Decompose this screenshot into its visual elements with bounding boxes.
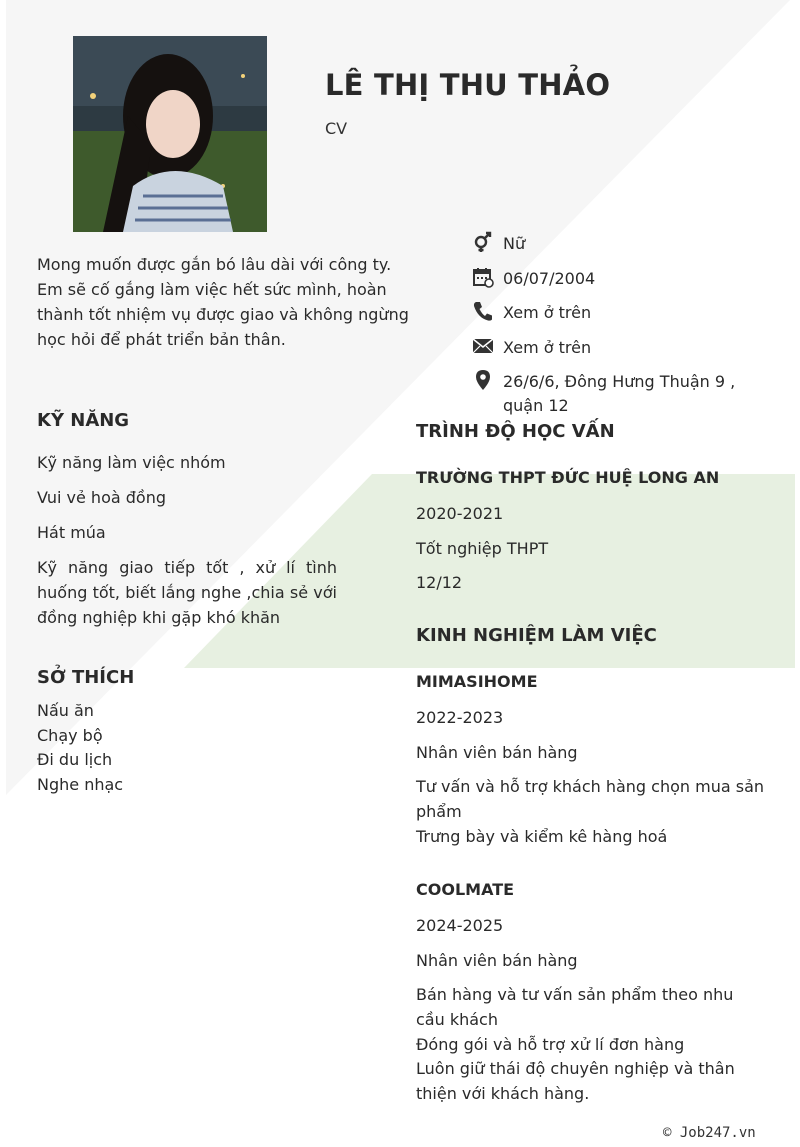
career-objective: Mong muốn được gắn bó lâu dài với công ty. Em sẽ cố gắng làm việc hết sức mình, hoàn thành tốt nhiệm vụ được giao và không ngừng học hỏi để phát triển bản thân. bbox=[37, 255, 409, 349]
education-grade: 12/12 bbox=[416, 573, 463, 593]
hobby-item: Đi du lịch bbox=[37, 750, 113, 770]
job-duty: Trưng bày và kiểm kê hàng hoá bbox=[416, 826, 668, 846]
school-name: TRƯỜNG THPT ĐỨC HUỆ LONG AN bbox=[416, 468, 720, 487]
job-duty: Tư vấn và hỗ trợ khách hàng chọn mua sản phẩm bbox=[416, 777, 765, 821]
job-duty: Bán hàng và tư vấn sản phẩm theo nhu cầu khách bbox=[416, 985, 734, 1029]
gender-icon bbox=[472, 231, 503, 253]
location-icon bbox=[472, 369, 503, 391]
candidate-name: LÊ THỊ THU THẢO bbox=[325, 68, 611, 102]
skill-item: Vui vẻ hoà đồng bbox=[37, 488, 166, 507]
hobby-item: Nghe nhạc bbox=[37, 774, 124, 794]
education-heading: TRÌNH ĐỘ HỌC VẤN bbox=[416, 421, 615, 442]
job-position: Nhân viên bán hàng bbox=[416, 742, 578, 762]
job-entry bbox=[416, 879, 766, 1106]
contact-phone: Xem ở trên bbox=[472, 300, 762, 335]
calendar-icon bbox=[472, 266, 503, 288]
contact-address: 26/6/6, Đông Hưng Thuận 9 , quận 12 bbox=[472, 369, 762, 418]
contact-gender: Nữ bbox=[472, 231, 762, 266]
phone-icon bbox=[472, 300, 503, 322]
contact-email: Xem ở trên bbox=[472, 335, 762, 370]
skills-heading: KỸ NĂNG bbox=[37, 410, 130, 431]
job-period: 2024-2025 bbox=[416, 916, 504, 935]
profile-photo bbox=[73, 36, 267, 232]
job-duty: Luôn giữ thái độ chuyên nghiệp và thân thiện với khách hàng. bbox=[416, 1059, 735, 1103]
education-period: 2020-2021 bbox=[416, 504, 504, 523]
company-name: COOLMATE bbox=[416, 880, 515, 899]
hobbies-list bbox=[37, 699, 337, 797]
job-period: 2022-2023 bbox=[416, 708, 504, 727]
skill-item: Kỹ năng làm việc nhóm bbox=[37, 453, 226, 472]
contact-info bbox=[472, 231, 762, 418]
email-icon bbox=[472, 335, 503, 357]
hobby-item: Chạy bộ bbox=[37, 725, 103, 745]
skills-list bbox=[37, 450, 337, 640]
education-section bbox=[416, 467, 766, 606]
contact-birthday: 06/07/2004 bbox=[472, 266, 762, 301]
education-degree: Tốt nghiệp THPT bbox=[416, 538, 549, 558]
footer-copyright: © Job247.vn bbox=[663, 1125, 756, 1141]
experience-heading: KINH NGHIỆM LÀM VIỆC bbox=[416, 625, 657, 646]
company-name: MIMASIHOME bbox=[416, 672, 538, 691]
skill-item: Hát múa bbox=[37, 523, 106, 542]
hobby-item: Nấu ăn bbox=[37, 701, 94, 720]
job-duty: Đóng gói và hỗ trợ xử lí đơn hàng bbox=[416, 1034, 685, 1054]
cv-subtitle: CV bbox=[325, 119, 348, 138]
skill-item: Kỹ năng giao tiếp tốt , xử lí tình huống tốt, biết lắng nghe ,chia sẻ với đồng nghiệp khi gặp khó khăn bbox=[37, 558, 337, 627]
hobbies-heading: SỞ THÍCH bbox=[37, 667, 135, 688]
job-position: Nhân viên bán hàng bbox=[416, 950, 578, 970]
job-entry bbox=[416, 671, 766, 849]
